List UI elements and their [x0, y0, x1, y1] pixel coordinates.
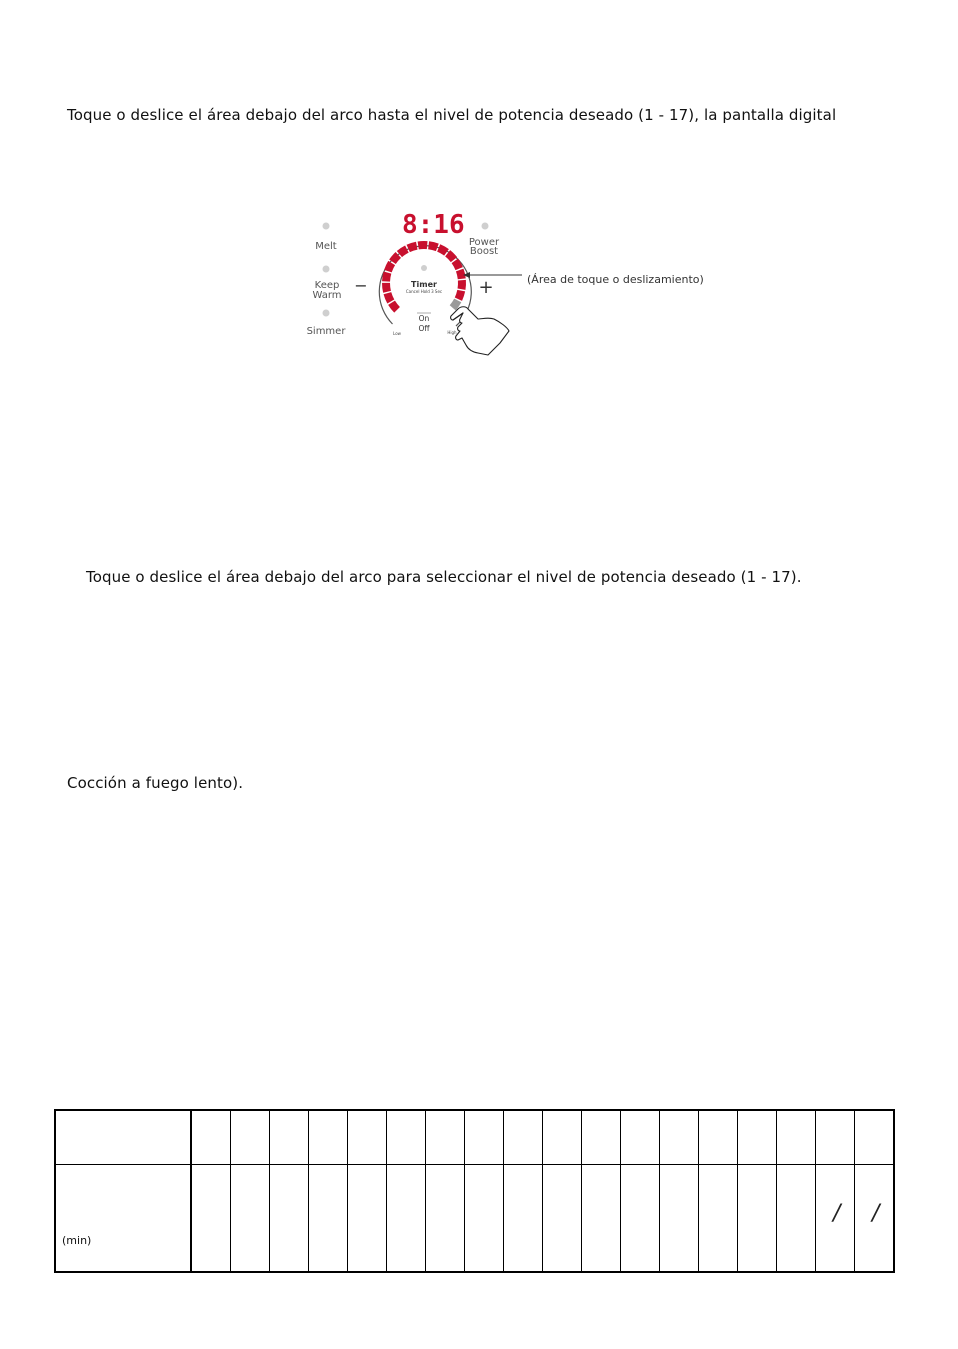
table-cell [777, 1110, 816, 1165]
power-boost-indicator-light [482, 223, 489, 230]
table-row-header-label [55, 1110, 191, 1165]
power-level-slider-arc[interactable] [382, 241, 466, 313]
boost-label: Boost [469, 246, 499, 257]
high-label: High [447, 330, 457, 335]
table-cell [816, 1110, 855, 1165]
table-cell [738, 1165, 777, 1273]
table-cell [348, 1165, 387, 1273]
timer-cancel-hint: Cancel Hold 3 Sec [405, 289, 443, 294]
table-cell [777, 1165, 816, 1273]
minus-button[interactable]: − [354, 276, 368, 295]
table-cell [621, 1110, 660, 1165]
plus-button[interactable]: + [478, 277, 494, 298]
table-cell [231, 1110, 270, 1165]
power-level-segment[interactable] [418, 241, 428, 249]
simmer-label: Simmer [306, 326, 346, 337]
timer-indicator-light [421, 265, 427, 271]
keep-warm-indicator-light [323, 266, 330, 273]
table-row-header [55, 1110, 894, 1165]
low-label: Low [393, 331, 401, 336]
table-cell [621, 1165, 660, 1273]
power-level-segment[interactable] [384, 261, 395, 272]
power-label: Power [468, 237, 500, 248]
timer-button-label[interactable]: Timer [411, 280, 437, 289]
table-cell [543, 1110, 582, 1165]
warm-label: Warm [312, 290, 342, 301]
touching-hand-icon [451, 307, 509, 355]
table-cell [582, 1165, 621, 1273]
table-cell [270, 1110, 309, 1165]
on-label[interactable]: On [418, 314, 430, 323]
table-cell [504, 1110, 543, 1165]
power-level-segment[interactable] [445, 250, 457, 262]
table-cell [387, 1165, 426, 1273]
table-cell [191, 1165, 231, 1273]
off-label[interactable]: Off [418, 324, 430, 333]
table-cell [426, 1110, 465, 1165]
table-cell [309, 1165, 348, 1273]
power-level-segment[interactable] [382, 283, 391, 293]
melt-label: Melt [315, 241, 337, 252]
table-cell [855, 1165, 895, 1273]
keep-label: Keep [314, 280, 340, 291]
power-level-segment[interactable] [388, 301, 400, 313]
instruction-paragraph-2: Toque o deslice el área debajo del arco para seleccionar el nivel de potencia deseado (1 - 17). [86, 568, 802, 586]
simmer-indicator-light [323, 310, 330, 317]
control-panel-graphic [300, 205, 720, 365]
table-cell [738, 1110, 777, 1165]
table-cell [660, 1110, 699, 1165]
table-cell [270, 1165, 309, 1273]
table-cell [699, 1165, 738, 1273]
table-row-minutes-label: (min) [55, 1165, 191, 1273]
table-cell [387, 1110, 426, 1165]
power-level-segment[interactable] [458, 280, 466, 290]
table-cell [543, 1165, 582, 1273]
table-cell [348, 1110, 387, 1165]
table-row-minutes [55, 1165, 894, 1273]
power-level-segment[interactable] [384, 292, 395, 303]
table-cell [582, 1110, 621, 1165]
power-level-segment[interactable] [382, 271, 391, 281]
instruction-paragraph-1: Toque o deslice el área debajo del arco hasta el nivel de potencia deseado (1 - 17), la pantalla digital [67, 106, 837, 124]
table-cell [309, 1110, 348, 1165]
slash-mark: / [833, 1201, 841, 1226]
digital-display: 8:16 [402, 210, 465, 240]
power-level-segment[interactable] [455, 290, 465, 301]
touch-area-annotation: (Área de toque o deslizamiento) [527, 273, 704, 286]
table-cell [660, 1165, 699, 1273]
table-cell [465, 1165, 504, 1273]
table-cell [504, 1165, 543, 1273]
table-cell [426, 1165, 465, 1273]
power-level-segment[interactable] [452, 258, 463, 270]
power-level-segment[interactable] [428, 241, 439, 251]
table-cell [465, 1110, 504, 1165]
power-level-segment[interactable] [437, 244, 449, 255]
cooktop-control-panel [300, 205, 720, 365]
table-cell [855, 1110, 895, 1165]
table-cell [191, 1110, 231, 1165]
power-level-segment[interactable] [456, 269, 466, 280]
melt-indicator-light [323, 223, 330, 230]
table-cell [231, 1165, 270, 1273]
power-level-time-table [54, 1109, 895, 1273]
slash-mark: / [872, 1201, 880, 1226]
table-cell [699, 1110, 738, 1165]
power-level-segment[interactable] [407, 242, 418, 252]
table-cell [816, 1165, 855, 1273]
instruction-paragraph-3: Cocción a fuego lento). [67, 774, 244, 792]
